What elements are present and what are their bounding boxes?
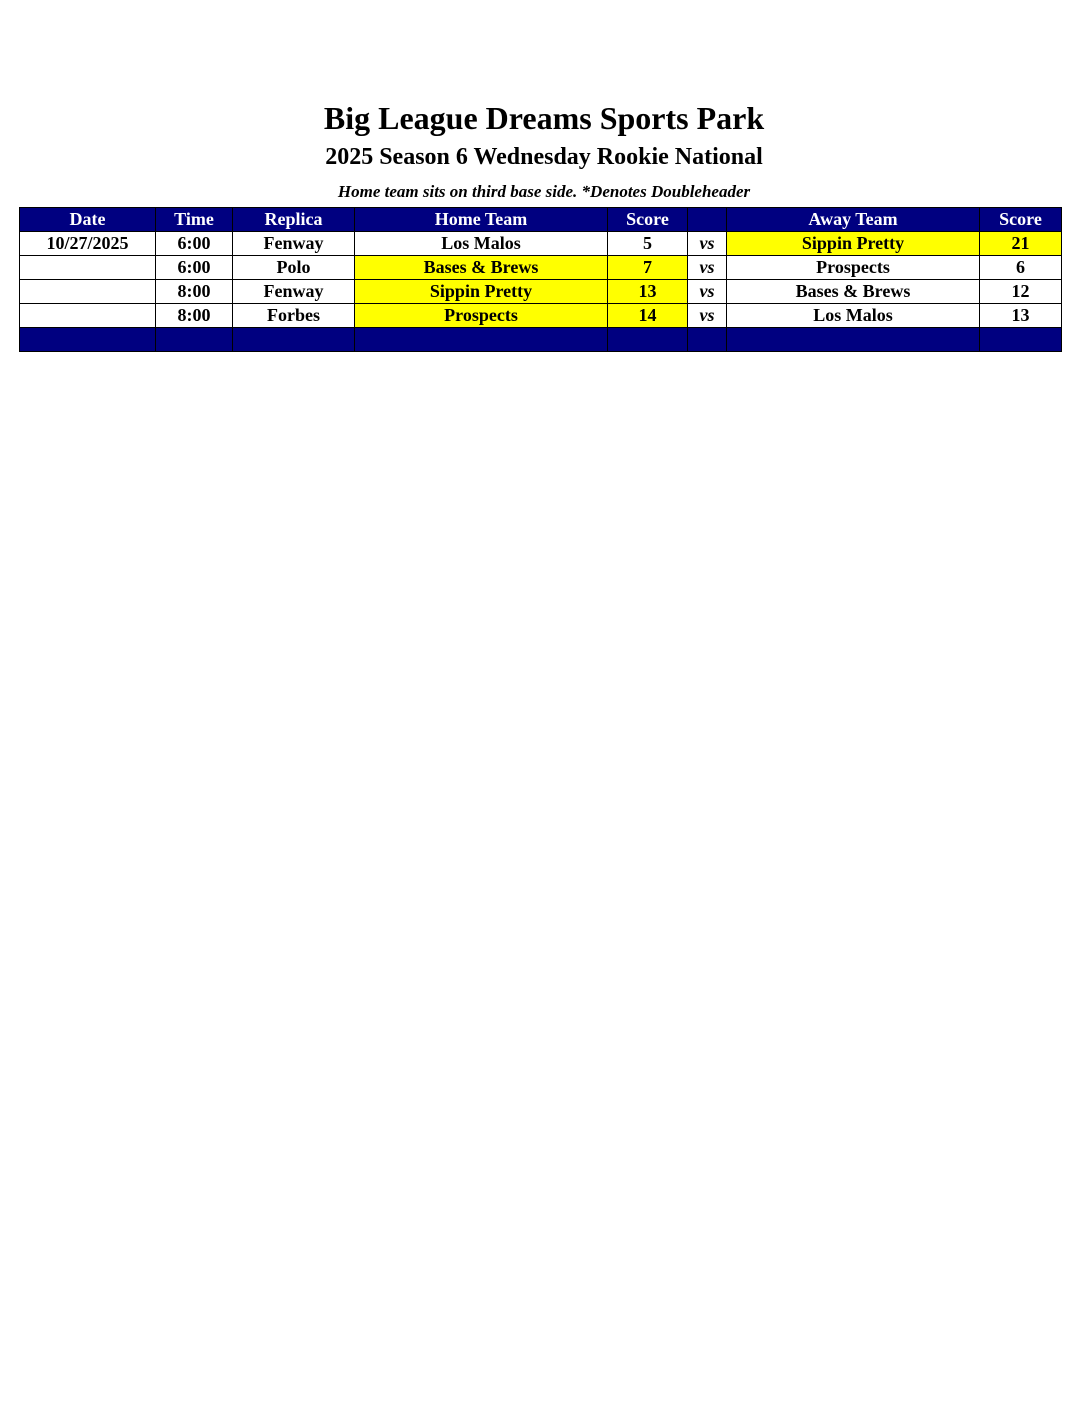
schedule-note: Home team sits on third base side. *Denotes Doubleheader — [337, 182, 751, 201]
game-row — [20, 232, 1062, 256]
column-header-away-team: Away Team — [727, 208, 980, 232]
away-team: Los Malos — [727, 304, 980, 328]
home-score: 5 — [608, 232, 688, 256]
column-header-home-team: Home Team — [355, 208, 608, 232]
footer-row — [20, 328, 1062, 352]
header-row — [20, 208, 1062, 232]
away-score: 21 — [980, 232, 1062, 256]
footer-cell — [980, 328, 1062, 352]
game-time: 6:00 — [156, 232, 233, 256]
home-score: 13 — [608, 280, 688, 304]
schedule-table — [19, 207, 1062, 352]
game-replica: Fenway — [233, 280, 355, 304]
column-header-time: Time — [156, 208, 233, 232]
footer-cell — [20, 328, 156, 352]
game-date — [20, 256, 156, 280]
home-team: Prospects — [355, 304, 608, 328]
away-team: Sippin Pretty — [727, 232, 980, 256]
game-replica: Polo — [233, 256, 355, 280]
home-team: Bases & Brews — [355, 256, 608, 280]
game-date — [20, 280, 156, 304]
home-score: 7 — [608, 256, 688, 280]
game-row — [20, 280, 1062, 304]
game-time: 8:00 — [156, 304, 233, 328]
game-replica: Fenway — [233, 232, 355, 256]
page-subtitle: 2025 Season 6 Wednesday Rookie National — [325, 144, 763, 170]
vs-label: vs — [688, 232, 727, 256]
footer-cell — [608, 328, 688, 352]
vs-label: vs — [688, 304, 727, 328]
game-date: 10/27/2025 — [20, 232, 156, 256]
away-score: 12 — [980, 280, 1062, 304]
away-team: Prospects — [727, 256, 980, 280]
home-team: Sippin Pretty — [355, 280, 608, 304]
game-date — [20, 304, 156, 328]
game-row — [20, 256, 1062, 280]
away-score: 13 — [980, 304, 1062, 328]
column-header-date: Date — [20, 208, 156, 232]
page-title: Big League Dreams Sports Park — [323, 100, 765, 136]
game-time: 6:00 — [156, 256, 233, 280]
footer-cell — [727, 328, 980, 352]
home-team: Los Malos — [355, 232, 608, 256]
vs-label: vs — [688, 280, 727, 304]
game-replica: Forbes — [233, 304, 355, 328]
column-header-home-score: Score — [608, 208, 688, 232]
game-row — [20, 304, 1062, 328]
vs-label: vs — [688, 256, 727, 280]
column-header-vs — [688, 208, 727, 232]
game-time: 8:00 — [156, 280, 233, 304]
footer-cell — [355, 328, 608, 352]
column-header-replica: Replica — [233, 208, 355, 232]
away-score: 6 — [980, 256, 1062, 280]
footer-cell — [233, 328, 355, 352]
away-team: Bases & Brews — [727, 280, 980, 304]
footer-cell — [156, 328, 233, 352]
home-score: 14 — [608, 304, 688, 328]
column-header-away-score: Score — [980, 208, 1062, 232]
footer-cell — [688, 328, 727, 352]
